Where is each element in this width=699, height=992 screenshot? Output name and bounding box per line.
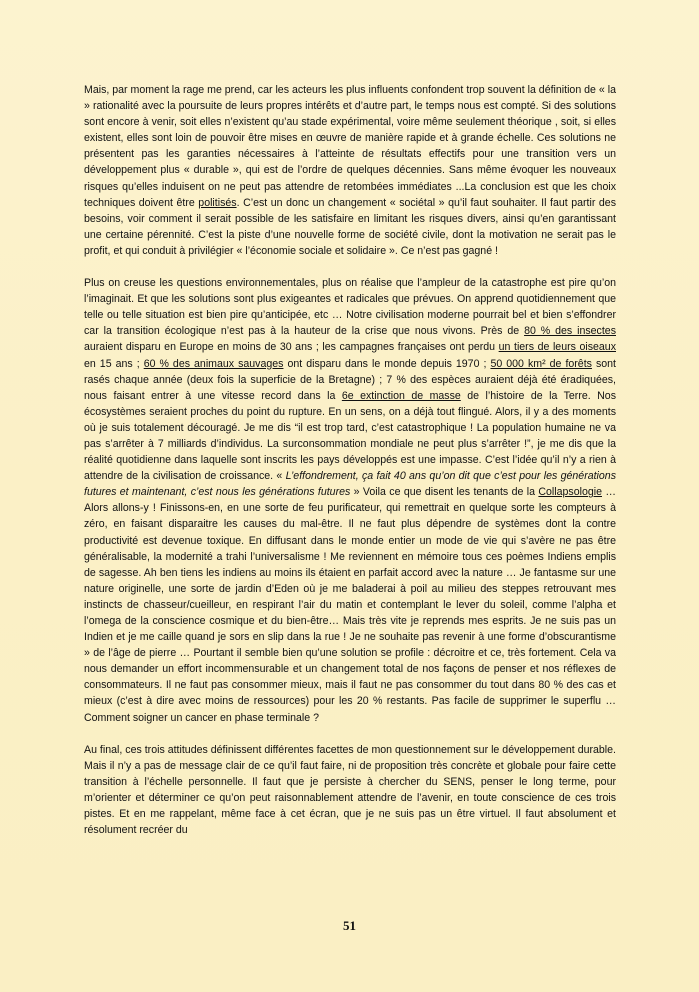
underlined-term: politisés [198, 196, 237, 209]
underlined-link-collapsologie[interactable]: Collapsologie [538, 486, 602, 499]
text-run: . C’est un donc un changement « sociétal » qu’il faut souhaiter. Il faut partir des besoins, voir comment il serait possible de les satisfaire en limitant les risques divers, ainsi qu’en garantissant une certaine pérennité. C’est la piste d’une nouvelle forme de société civile, dont la motivation ne serait pas le profit, et qui conduit à privilégier « l’économie sociale et solidaire ». Ce n’est pas gagné ! [84, 196, 616, 257]
text-run: Mais, par moment la rage me prend, car les acteurs les plus influents confondent trop souvent la définition de « la » rationalité avec la poursuite de leurs propres intérêts et d’autre part, le temps nous est compté. Si des solutions sont encore à venir, soit elles n’existent qu’au stade expérimental, voire même seulement théorique , soit, si elles existent, elles sont loin de pouvoir être mises en œuvre de manière rapide et à grande échelle. Ces solutions ne présentent pas les garanties nécessaires à l’atteinte de résultats effectifs pour une transition vers un développement plus « durable », qui est de l’ordre de quelques décennies. Sans même évoquer les nouveaux risques qu’elles induisent on ne peut pas attendre de retombées immédiates ...La conclusion est que les choix techniques doivent être [84, 84, 616, 209]
text-run: … Alors allons-y ! Finissons-en, en une sorte de feu purificateur, qui remettrait en quelque sorte les compteurs à zéro, en faisant disparaitre les causes du mal-être. Il ne faut plus dépendre de systèmes dont la contre productivité est devenue toxique. En diffusant dans le monde entier un mode de vie qui s’avère ne pas être généralisable, la modernité a trahi l’universalisme ! Me reviennent en mémoire tous ces poèmes Indiens emplis de sagesse. Ah ben tiens les indiens au moins ils étaient en parfait accord avec la nature … Je fantasme sur une nature originelle, une sorte de jardin d’Eden où je me baladerai à poil au milieu des steppes retrouvant mes instincts de chasseur/cueilleur, en respirant l’air du matin et contemplant le lever du soleil, comme l’alpha et l’omega de la conscience cosmique et du bien-être… Mais très vite je reprends mes esprits. Je ne suis pas un Indien et je me caille quand je sors en slip dans la rue ! Je ne souhaite pas revenir à une forme d’obscurantisme » de l’âge de pierre … Pourtant il semble bien qu’une solution se profile : décroitre et ce, très fortement. Cela va nous demander un effort incommensurable et un changement total de nos façons de penser et nos réflexes de consommateurs. Il ne faut pas consommer mieux, mais il faut ne pas consommer du tout dans 80 % des cas et mieux (c’est à dire avec moins de ressources) pour les 20 % restants. Pas facile de supprimer le superflu … Comment soigner un cancer en phase terminale ? [84, 486, 616, 724]
underlined-link-birds[interactable]: un tiers de leurs oiseaux [498, 341, 616, 354]
text-run: en 15 ans ; [84, 357, 144, 370]
underlined-link-forests[interactable]: 50 000 km² de forêts [490, 357, 592, 370]
text-run: Au final, ces trois attitudes définissent différentes facettes de mon questionnement sur le développement durable. Mais il n’y a pas de message clair de ce qu’il faut faire, ni de proposition très concrète et globale pour faire cette transition à l’échelle personnelle. Il faut que je persiste à chercher du SENS, penser le long terme, pour m’orienter et déterminer ce qu’on peut raisonnablement attendre de l’avenir, en toute conscience de ces trois pistes. Et en me rappelant, même face à cet écran, que je ne suis pas un être virtuel. Il faut absolument et résolument recréer du [84, 743, 616, 837]
italic-quote: L’effondrement, ça fait 40 ans qu’on dit que c’est pour les générations futures et maintenant, c’est nous les générations futures [84, 470, 616, 499]
text-run: ont disparu dans le monde depuis 1970 ; [283, 357, 491, 370]
underlined-link-animals[interactable]: 60 % des animaux sauvages [143, 357, 284, 370]
underlined-link-insects[interactable]: 80 % des insectes [524, 325, 616, 338]
underlined-link-extinction[interactable]: 6e extinction de masse [341, 389, 461, 402]
page-number: 51 [343, 918, 356, 933]
text-run: Plus on creuse les questions environnementales, plus on réalise que l’ampleur de la catastrophe est pire qu’on l’imaginait. Et que les solutions sont plus exigeantes et radicales que prévues. On apprend quotidiennement que telle ou telle situation est bien pire qu’anticipée, etc … Notre civilisation moderne pourrait bel et bien s’effondrer car la transition écologique n’est pas à la hauteur de la crise que nous vivons. Près de [84, 277, 616, 338]
text-run: de l’histoire de la Terre. Nos écosystèmes seraient proches du point du rupture. En un sens, on a déjà tout flingué. Alors, il y a des moments où je suis totalement découragé. Je me dis “il est trop tard, c’est catastrophique ! La population humaine ne va pas s’arrêter à 7 milliards d’individus. La surconsommation mondiale ne peut plus s’arrêter !”, je me dis que la réalité quotidienne dans laquelle sont inscrits les pays développés est une impasse. C’est l’idée qu’il n’y a rien à attendre de la civilisation de croissance. « [84, 389, 616, 483]
text-run: sont rasés chaque année (deux fois la superficie de la Bretagne) ; 7 % des espèces auraient déjà été éradiquées, nous faisant entrer à une vitesse record dans la [84, 357, 616, 402]
paragraph-1 [84, 82, 616, 259]
paragraph-2 [84, 275, 616, 726]
text-run: » Voila ce que disent les tenants de la [350, 486, 539, 499]
paragraph-3 [84, 742, 616, 839]
body-text [84, 82, 616, 838]
text-run: auraient disparu en Europe en moins de 30 ans ; les campagnes françaises ont perdu [84, 341, 499, 354]
